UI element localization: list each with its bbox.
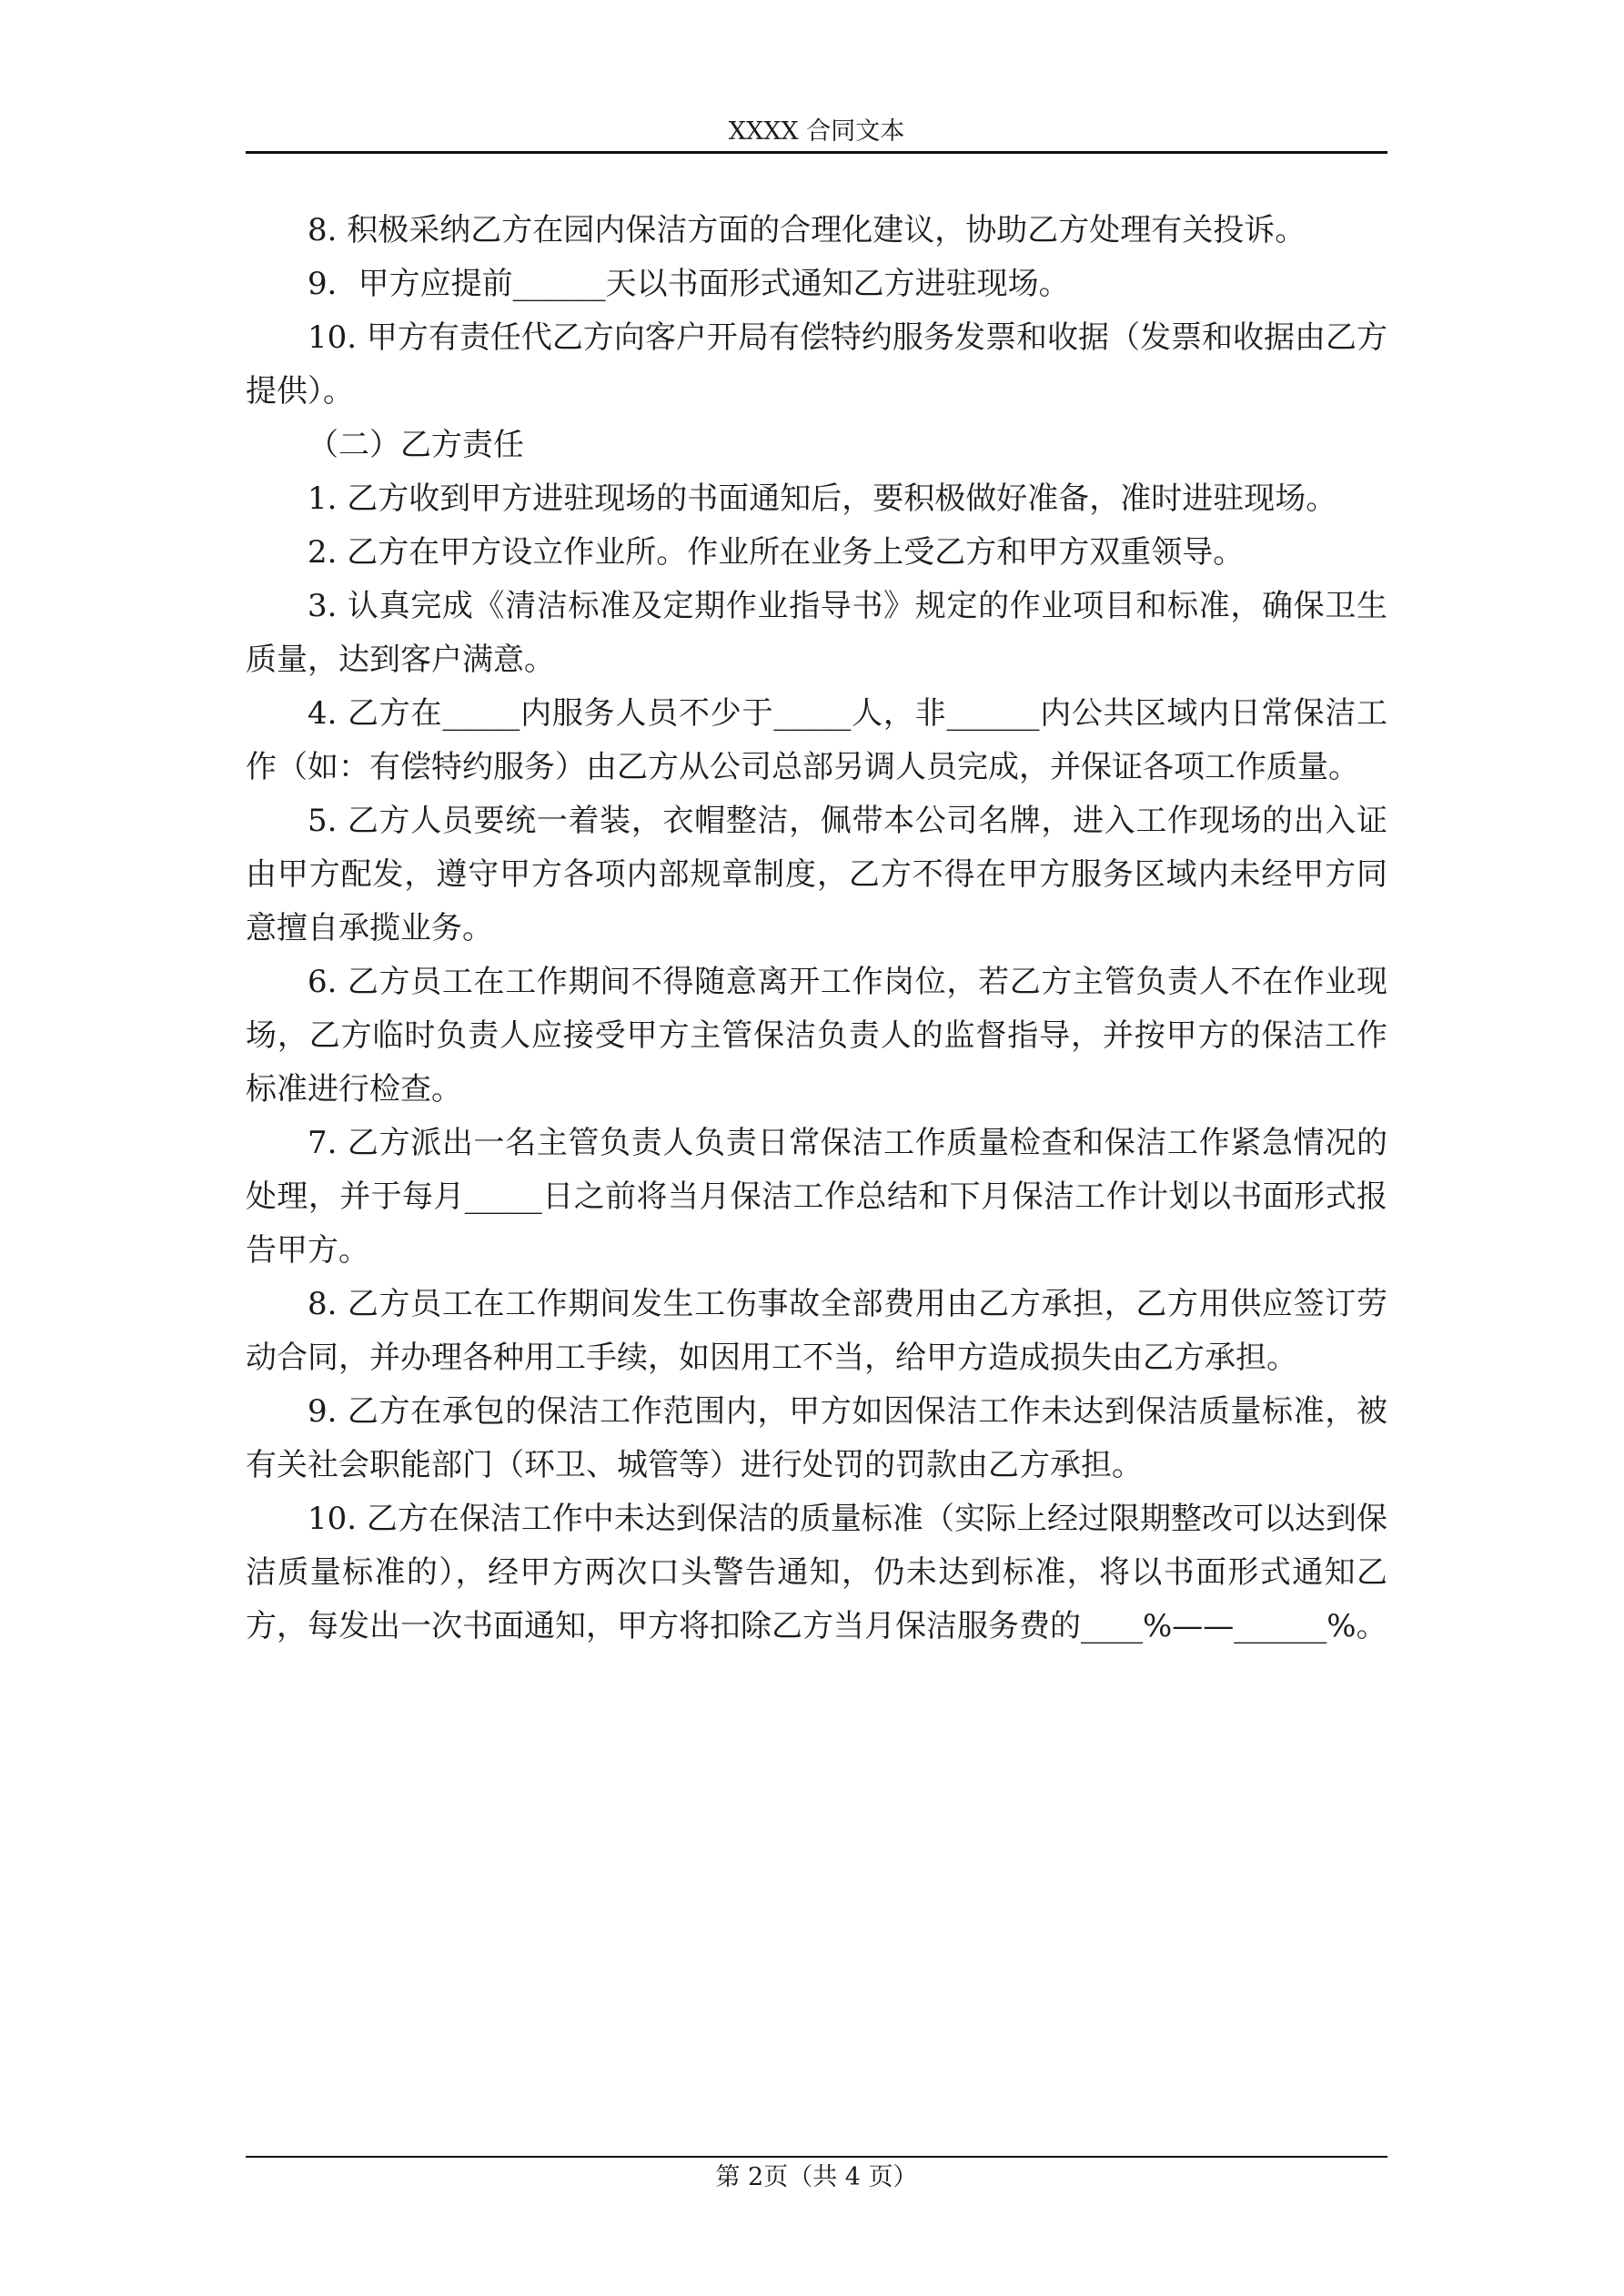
footer-divider	[246, 2156, 1387, 2158]
paragraph: 10. 甲方有责任代乙方向客户开局有偿特约服务发票和收据（发票和收据由乙方提供）。	[246, 319, 1387, 410]
paragraph: 7. 乙方派出一名主管负责人负责日常保洁工作质量检查和保洁工作紧急情况的处理，并于每月_____日之前将当月保洁工作总结和下月保洁工作计划以书面形式报告甲方。	[246, 1125, 1387, 1269]
paragraph: 8. 乙方员工在工作期间发生工伤事故全部费用由乙方承担，乙方用供应签订劳动合同，并办理各种用工手续，如因用工不当，给甲方造成损失由乙方承担。	[246, 1286, 1387, 1376]
paragraph: 1. 乙方收到甲方进驻现场的书面通知后，要积极做好准备，准时进驻现场。	[308, 480, 1337, 517]
paragraph: 4. 乙方在_____内服务人员不少于_____人，非______内公共区域内日常保洁工作（如：有偿特约服务）由乙方从公司总部另调人员完成，并保证各项工作质量。	[246, 695, 1387, 785]
page-number: 第 2页（共 4 页）	[715, 2163, 918, 2191]
page-header-title: XXXX 合同文本	[728, 117, 905, 146]
document-body	[246, 204, 1387, 1654]
paragraph: 9．甲方应提前______天以书面形式通知乙方进驻现场。	[308, 266, 1070, 302]
paragraph: 8. 积极采纳乙方在园内保洁方面的合理化建议，协助乙方处理有关投诉。	[308, 212, 1306, 248]
paragraph: 5. 乙方人员要统一着装，衣帽整洁，佩带本公司名牌，进入工作现场的出入证由甲方配发，遵守甲方各项内部规章制度，乙方不得在甲方服务区域内未经甲方同意擅自承揽业务。	[246, 803, 1387, 946]
paragraph: 3. 认真完成《清洁标准及定期作业指导书》规定的作业项目和标准，确保卫生质量，达到客户满意。	[246, 588, 1387, 678]
header-divider	[246, 151, 1387, 154]
paragraph: 6. 乙方员工在工作期间不得随意离开工作岗位，若乙方主管负责人不在作业现场，乙方临时负责人应接受甲方主管保洁负责人的监督指导，并按甲方的保洁工作标准进行检查。	[246, 964, 1387, 1108]
section-heading: （二）乙方责任	[308, 427, 524, 463]
paragraph: 2. 乙方在甲方设立作业所。作业所在业务上受乙方和甲方双重领导。	[308, 534, 1245, 571]
paragraph: 10. 乙方在保洁工作中未达到保洁的质量标准（实际上经过限期整改可以达到保洁质量标准的），经甲方两次口头警告通知，仍未达到标准，将以书面形式通知乙方，每发出一次书面通知，甲方将扣除乙方当月保洁服务费的____%——______%。	[246, 1501, 1387, 1644]
paragraph: 9. 乙方在承包的保洁工作范围内，甲方如因保洁工作未达到保洁质量标准，被有关社会职能部门（环卫、城管等）进行处罚的罚款由乙方承担。	[246, 1393, 1387, 1483]
